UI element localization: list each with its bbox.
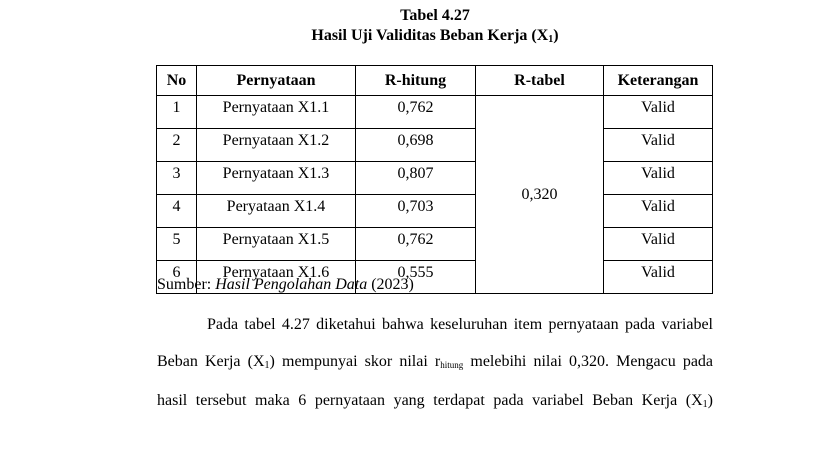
- cell-r-hitung: 0,698: [356, 129, 476, 162]
- table-row: [157, 129, 713, 162]
- cell-pernyataan: Pernyataan X1.5: [197, 228, 356, 261]
- source-title: Hasil Pengolahan Data: [215, 276, 368, 293]
- cell-r-hitung: 0,807: [356, 162, 476, 195]
- cell-pernyataan: Pernyataan X1.3: [197, 162, 356, 195]
- text: ) mempunyai skor nilai r: [269, 353, 441, 370]
- cell-no: 5: [157, 228, 197, 261]
- cell-pernyataan: Peryataan X1.4: [197, 195, 356, 228]
- table-caption-number: Tabel 4.27: [400, 7, 470, 24]
- paragraph-line-2: [157, 353, 713, 371]
- cell-keterangan: Valid: [604, 96, 713, 129]
- cell-no: 6: [157, 261, 197, 294]
- subscript: 1: [264, 360, 270, 371]
- cell-keterangan: Valid: [604, 162, 713, 195]
- table-row: [157, 96, 713, 129]
- table-header-row: [157, 66, 713, 96]
- cell-pernyataan: Pernyataan X1.6: [197, 261, 356, 294]
- cell-pernyataan: Pernyataan X1.2: [197, 129, 356, 162]
- paragraph-line-1: Pada tabel 4.27 diketahui bahwa keseluruhan item pernyataan pada variabel: [207, 316, 713, 333]
- cell-r-tabel: 0,320: [476, 96, 604, 294]
- source-label: Sumber:: [157, 276, 216, 293]
- source-year: (2023): [367, 276, 414, 293]
- subscript-hitung: hitung: [440, 360, 464, 370]
- caption-text-end: ): [553, 27, 559, 44]
- table-row: [157, 195, 713, 228]
- caption-subscript: 1: [548, 34, 554, 45]
- header-keterangan: Keterangan: [604, 66, 713, 96]
- cell-no: 4: [157, 195, 197, 228]
- cell-no: 1: [157, 96, 197, 129]
- text: hasil tersebut maka 6 pernyataan yang terdapat pada variabel Beban Kerja (X: [157, 392, 703, 409]
- table-row: [157, 162, 713, 195]
- table-caption-title: [0, 27, 827, 45]
- cell-keterangan: Valid: [604, 228, 713, 261]
- cell-r-hitung: 0,762: [356, 228, 476, 261]
- header-no: No: [157, 66, 197, 96]
- validity-table: [156, 65, 713, 294]
- paragraph-line-3: [157, 392, 713, 410]
- cell-r-hitung: 0,703: [356, 195, 476, 228]
- header-r-tabel: R-tabel: [476, 66, 604, 96]
- cell-r-hitung: 0,762: [356, 96, 476, 129]
- caption-text: Hasil Uji Validitas Beban Kerja (X: [311, 27, 549, 44]
- cell-no: 3: [157, 162, 197, 195]
- table-source: [157, 276, 414, 294]
- cell-keterangan: Valid: [604, 129, 713, 162]
- header-r-hitung: R-hitung: [356, 66, 476, 96]
- text: Beban Kerja (X: [157, 353, 265, 370]
- text: melebihi nilai 0,320. Mengacu pada: [463, 353, 714, 370]
- header-pernyataan: Pernyataan: [197, 66, 356, 96]
- table-row: [157, 228, 713, 261]
- subscript: 1: [702, 399, 708, 410]
- cell-r-hitung: 0,555: [356, 261, 476, 294]
- cell-keterangan: Valid: [604, 195, 713, 228]
- cell-no: 2: [157, 129, 197, 162]
- cell-pernyataan: Pernyataan X1.1: [197, 96, 356, 129]
- cell-keterangan: Valid: [604, 261, 713, 294]
- text: ): [707, 392, 713, 409]
